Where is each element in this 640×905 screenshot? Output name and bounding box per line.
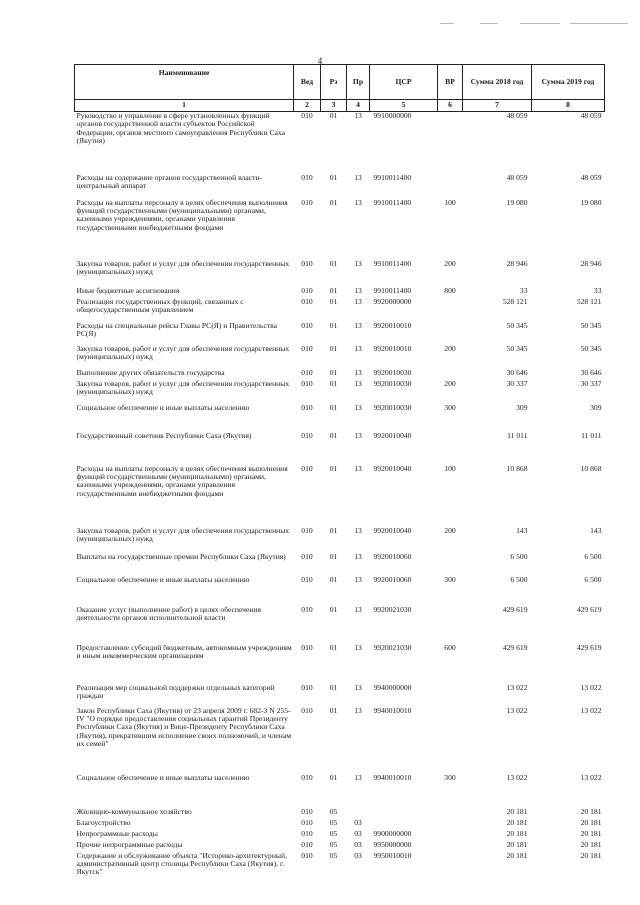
row-vr-cell bbox=[438, 684, 463, 707]
row-csr-cell: 9940010010 bbox=[373, 705, 412, 715]
row-pr-cell: 13 bbox=[354, 642, 362, 652]
table-row bbox=[75, 380, 605, 404]
row-ved-cell: 010 bbox=[301, 367, 313, 377]
row-sum-2019-cell: 48 059 bbox=[580, 172, 602, 182]
header-rz: Рз bbox=[321, 65, 347, 100]
row-name-cell: Жилищно-коммунальное хозяйство bbox=[76, 806, 192, 816]
row-sum-2018-cell: 30 337 bbox=[506, 378, 528, 388]
row-pr-cell: 13 bbox=[354, 604, 362, 614]
column-number: 2 bbox=[294, 100, 321, 112]
row-pr-cell: 13 bbox=[354, 682, 362, 692]
row-sum-2019-cell: 528 121 bbox=[576, 296, 602, 306]
row-rz-cell: 01 bbox=[329, 378, 338, 388]
row-pr-cell: 13 bbox=[354, 172, 362, 182]
row-csr-cell: 9910000000 bbox=[373, 111, 412, 120]
table-row bbox=[75, 527, 605, 553]
row-sum-2019-cell: 20 181 bbox=[580, 828, 602, 838]
row-name-cell: Иные бюджетные ассигнования bbox=[76, 285, 180, 295]
column-number: 3 bbox=[321, 100, 347, 112]
row-csr-cell: 9920010030 bbox=[373, 402, 412, 412]
row-rz-cell: 01 bbox=[329, 430, 338, 440]
row-pr-cell: 13 bbox=[354, 343, 362, 353]
row-ved-cell: 010 bbox=[301, 525, 313, 535]
row-sum-2018-cell: 48 059 bbox=[506, 172, 528, 182]
row-vr-cell bbox=[438, 298, 463, 322]
row-ved-cell: 010 bbox=[301, 111, 313, 120]
row-rz-cell: 01 bbox=[329, 525, 338, 535]
row-sum-2018-cell: 6 500 bbox=[510, 551, 528, 561]
row-rz-cell: 01 bbox=[329, 682, 338, 692]
row-ved-cell: 010 bbox=[301, 772, 313, 782]
row-csr-cell: 9920010060 bbox=[373, 551, 412, 561]
row-name-cell: Расходы на специальные рейсы Главы РС(Я) и Правительства РС(Я) bbox=[76, 320, 278, 338]
row-rz-cell: 01 bbox=[329, 172, 338, 182]
row-name-cell: Государственный советник Республики Саха (Якутия) bbox=[76, 430, 252, 440]
row-sum-2019-cell: 143 bbox=[590, 525, 602, 535]
table-row bbox=[75, 369, 605, 380]
row-rz-cell: 01 bbox=[329, 463, 338, 473]
row-sum-2018-cell: 13 022 bbox=[506, 682, 528, 692]
row-pr-cell: 13 bbox=[354, 525, 362, 535]
row-pr-cell: 03 bbox=[354, 850, 362, 860]
row-ved-cell: 010 bbox=[301, 828, 313, 838]
column-number: 8 bbox=[532, 100, 605, 112]
row-csr-cell: 9900000000 bbox=[373, 828, 412, 838]
row-sum-2019-cell: 20 181 bbox=[580, 806, 602, 816]
row-pr-cell: 13 bbox=[354, 551, 362, 561]
row-sum-2018-cell: 19 080 bbox=[506, 197, 528, 207]
row-pr-cell: 13 bbox=[354, 285, 362, 295]
row-sum-2019-cell: 20 181 bbox=[580, 850, 602, 860]
row-name-cell: Закупка товаров, работ и услуг для обеспечения государственных (муниципальных) нужд bbox=[76, 258, 290, 276]
header-pr: Пр bbox=[347, 65, 370, 100]
row-ved-cell: 010 bbox=[301, 850, 313, 860]
row-ved-cell: 010 bbox=[301, 343, 313, 353]
header-ved: Вед bbox=[294, 65, 321, 100]
table-row bbox=[75, 553, 605, 576]
row-sum-2018-cell: 50 345 bbox=[506, 320, 528, 330]
budget-table bbox=[74, 64, 605, 886]
row-name-cell: Предоставление субсидий бюджетным, автономным учреждениям и иным некоммерческим организациям bbox=[76, 642, 292, 660]
row-pr-cell: 03 bbox=[354, 839, 362, 849]
table-row bbox=[75, 260, 605, 287]
table-row bbox=[75, 199, 605, 260]
table-row bbox=[75, 287, 605, 298]
header-csr: ЦСР bbox=[370, 65, 438, 100]
row-rz-cell: 01 bbox=[329, 604, 338, 614]
row-pr-cell: 13 bbox=[354, 430, 362, 440]
row-sum-2019-cell: 20 181 bbox=[580, 817, 602, 827]
row-sum-2019-cell: 13 022 bbox=[580, 705, 602, 715]
row-sum-2019-cell: 33 bbox=[593, 285, 602, 295]
row-csr-cell: 9920000000 bbox=[373, 296, 412, 306]
row-name-cell: Непрограммные расходы bbox=[76, 828, 158, 838]
row-ved-cell: 010 bbox=[301, 320, 313, 330]
row-csr-cell bbox=[370, 808, 438, 819]
row-sum-2018-cell: 528 121 bbox=[502, 296, 528, 306]
row-rz-cell: 01 bbox=[329, 197, 338, 207]
row-name-cell: Реализация мер социальной поддержки отдельных категорий граждан bbox=[76, 682, 275, 700]
row-vr-cell bbox=[438, 553, 463, 576]
table-row bbox=[75, 841, 605, 852]
row-rz-cell: 01 bbox=[329, 296, 338, 306]
row-pr-cell: 03 bbox=[354, 817, 362, 827]
row-name-cell: Социальное обеспечение и иные выплаты населению bbox=[76, 402, 250, 412]
row-csr-cell: 9920010040 bbox=[373, 463, 412, 473]
row-csr-cell: 9950000000 bbox=[373, 839, 412, 849]
column-number: 5 bbox=[370, 100, 438, 112]
table-row bbox=[75, 174, 605, 199]
row-vr-cell: 300 bbox=[444, 772, 456, 782]
table-row bbox=[75, 465, 605, 527]
row-sum-2019-cell: 13 022 bbox=[580, 682, 602, 692]
table-row bbox=[75, 707, 605, 774]
row-ved-cell: 010 bbox=[301, 172, 313, 182]
row-rz-cell: 01 bbox=[329, 705, 338, 715]
table-row bbox=[75, 322, 605, 345]
row-rz-cell: 01 bbox=[329, 551, 338, 561]
page-number: 4 bbox=[317, 56, 323, 66]
table-row bbox=[75, 852, 605, 886]
row-rz-cell: 05 bbox=[329, 850, 338, 860]
row-vr-cell bbox=[438, 841, 463, 852]
row-vr-cell bbox=[438, 432, 463, 465]
row-sum-2019-cell: 13 022 bbox=[580, 772, 602, 782]
row-ved-cell: 010 bbox=[301, 258, 313, 268]
row-csr-cell: 9910011400 bbox=[373, 172, 412, 182]
row-name-cell: Закупка товаров, работ и услуг для обеспечения государственных (муниципальных) нужд bbox=[76, 343, 290, 361]
row-csr-cell: 9950010010 bbox=[373, 850, 412, 860]
row-pr-cell: 13 bbox=[354, 402, 362, 412]
row-name-cell: Руководство и управление в сфере установленных функций органов государственной власти субъектов Российской Федерации, органов местного самоуправления Республики Саха (Якутия) bbox=[76, 111, 285, 146]
row-sum-2018-cell: 28 946 bbox=[506, 258, 528, 268]
table-row bbox=[75, 606, 605, 644]
row-vr-cell bbox=[438, 174, 463, 199]
row-name-cell: Расходы на выплаты персоналу в целях обеспечения выполнения функций государственными (муниципальными) органами, казенными учреждениями, органами управления государственными внебюджетными фондами bbox=[76, 197, 288, 232]
row-sum-2018-cell: 20 181 bbox=[506, 828, 528, 838]
column-number: 1 bbox=[75, 100, 294, 112]
row-sum-2019-cell: 48 059 bbox=[580, 111, 602, 120]
row-vr-cell bbox=[438, 606, 463, 644]
row-vr-cell: 300 bbox=[444, 574, 456, 584]
column-number: 4 bbox=[347, 100, 370, 112]
row-sum-2018-cell: 20 181 bbox=[506, 850, 528, 860]
table-body bbox=[75, 112, 605, 886]
row-sum-2019-cell: 6 500 bbox=[584, 551, 602, 561]
table-row bbox=[75, 830, 605, 841]
row-vr-cell: 300 bbox=[444, 402, 456, 412]
row-pr-cell: 13 bbox=[354, 378, 362, 388]
row-rz-cell: 01 bbox=[329, 320, 338, 330]
row-sum-2018-cell: 6 500 bbox=[510, 574, 528, 584]
row-csr-cell: 9920010010 bbox=[373, 343, 412, 353]
row-pr-cell: 03 bbox=[354, 828, 362, 838]
row-vr-cell bbox=[438, 112, 463, 174]
row-ved-cell: 010 bbox=[301, 839, 313, 849]
scan-artifact-marks bbox=[420, 18, 630, 28]
table-row bbox=[75, 298, 605, 322]
row-sum-2018-cell: 20 181 bbox=[506, 806, 528, 816]
table-row bbox=[75, 644, 605, 684]
row-csr-cell: 9920010040 bbox=[373, 430, 412, 440]
row-ved-cell: 010 bbox=[301, 430, 313, 440]
row-pr-cell: 13 bbox=[354, 772, 362, 782]
row-pr-cell: 13 bbox=[354, 574, 362, 584]
row-name-cell: Социальное обеспечение и иные выплаты населению bbox=[76, 574, 250, 584]
row-csr-cell: 9920010030 bbox=[373, 367, 412, 377]
row-name-cell: Благоустройство bbox=[76, 817, 131, 827]
row-vr-cell bbox=[438, 369, 463, 380]
row-vr-cell bbox=[438, 808, 463, 819]
row-name-cell: Выполнение других обязательств государства bbox=[76, 367, 225, 377]
row-sum-2018-cell: 429 619 bbox=[502, 604, 528, 614]
row-csr-cell: 9940000000 bbox=[373, 682, 412, 692]
row-name-cell: Оказание услуг (выполнение работ) в целях обеспечения деятельности органов исполнительной власти bbox=[76, 604, 261, 622]
row-vr-cell: 200 bbox=[444, 378, 456, 388]
row-vr-cell: 800 bbox=[444, 285, 456, 295]
row-name-cell: Закупка товаров, работ и услуг для обеспечения государственных (муниципальных) нужд bbox=[76, 525, 290, 543]
row-rz-cell: 05 bbox=[329, 817, 338, 827]
row-ved-cell: 010 bbox=[301, 604, 313, 614]
row-sum-2018-cell: 309 bbox=[516, 402, 528, 412]
table-row bbox=[75, 112, 605, 174]
row-sum-2018-cell: 50 345 bbox=[506, 343, 528, 353]
row-ved-cell: 010 bbox=[301, 806, 313, 816]
row-rz-cell: 01 bbox=[329, 642, 338, 652]
column-number-row bbox=[75, 100, 605, 112]
row-rz-cell: 01 bbox=[329, 258, 338, 268]
row-csr-cell: 9920010060 bbox=[373, 574, 412, 584]
row-csr-cell: 9920021030 bbox=[373, 604, 412, 614]
row-vr-cell: 200 bbox=[444, 525, 456, 535]
row-name-cell: Закупка товаров, работ и услуг для обеспечения государственных (муниципальных) нужд bbox=[76, 378, 290, 396]
row-sum-2019-cell: 50 345 bbox=[580, 343, 602, 353]
row-rz-cell: 01 bbox=[329, 402, 338, 412]
row-csr-cell: 9920010030 bbox=[373, 378, 412, 388]
row-csr-cell: 9920021030 bbox=[373, 642, 412, 652]
row-rz-cell: 01 bbox=[329, 285, 338, 295]
row-name-cell: Содержание и обслуживание объекта "Историко-архитектурный, административный центр столицы Республики Саха (Якутия), г. Якутск" bbox=[76, 850, 287, 877]
header-sum-2019: Сумма 2019 год bbox=[532, 65, 605, 100]
row-ved-cell: 010 bbox=[301, 402, 313, 412]
table-row bbox=[75, 819, 605, 830]
row-rz-cell: 05 bbox=[329, 839, 338, 849]
row-name-cell: Прочие непрограммные расходы bbox=[76, 839, 183, 849]
row-ved-cell: 010 bbox=[301, 197, 313, 207]
row-pr-cell: 13 bbox=[354, 367, 362, 377]
row-pr-cell: 13 bbox=[354, 258, 362, 268]
row-ved-cell: 010 bbox=[301, 296, 313, 306]
row-sum-2019-cell: 429 619 bbox=[576, 642, 602, 652]
row-sum-2018-cell: 143 bbox=[516, 525, 528, 535]
row-ved-cell: 010 bbox=[301, 817, 313, 827]
row-csr-cell: 9910011400 bbox=[373, 258, 412, 268]
row-pr-cell: 13 bbox=[354, 463, 362, 473]
row-sum-2019-cell: 19 080 bbox=[580, 197, 602, 207]
table-row bbox=[75, 576, 605, 606]
row-rz-cell: 01 bbox=[329, 574, 338, 584]
table-row bbox=[75, 404, 605, 432]
row-sum-2018-cell: 30 646 bbox=[506, 367, 528, 377]
row-sum-2019-cell: 309 bbox=[590, 402, 602, 412]
row-sum-2019-cell: 20 181 bbox=[580, 839, 602, 849]
row-csr-cell: 9910011400 bbox=[373, 285, 412, 295]
row-ved-cell: 010 bbox=[301, 682, 313, 692]
table-row bbox=[75, 432, 605, 465]
row-vr-cell bbox=[438, 322, 463, 345]
row-csr-cell bbox=[370, 819, 438, 830]
row-sum-2018-cell: 20 181 bbox=[506, 817, 528, 827]
row-sum-2019-cell: 28 946 bbox=[580, 258, 602, 268]
row-rz-cell: 01 bbox=[329, 111, 338, 120]
row-name-cell: Выплаты на государственные премии Республики Саха (Якутия) bbox=[76, 551, 286, 561]
row-sum-2018-cell: 20 181 bbox=[506, 839, 528, 849]
row-sum-2018-cell: 11 011 bbox=[507, 430, 528, 440]
row-vr-cell: 200 bbox=[444, 343, 456, 353]
row-csr-cell: 9920010040 bbox=[373, 525, 412, 535]
row-sum-2019-cell: 429 619 bbox=[576, 604, 602, 614]
row-ved-cell: 010 bbox=[301, 463, 313, 473]
row-rz-cell: 01 bbox=[329, 772, 338, 782]
row-sum-2018-cell: 10 868 bbox=[506, 463, 528, 473]
row-name-cell: Закон Республики Саха (Якутия) от 23 апреля 2009 г. 682-З N 255-IV "О порядке предоставления социальных гарантий Президенту Республики Саха (Якутия) и Вице-Президенту Республики Саха (Якутия), прекратившим исполнение своих полномочий, и членам их семей" bbox=[76, 705, 292, 749]
row-pr-cell: 13 bbox=[354, 705, 362, 715]
row-csr-cell: 9940010010 bbox=[373, 772, 412, 782]
row-sum-2018-cell: 13 022 bbox=[506, 705, 528, 715]
header-vr: ВР bbox=[438, 65, 463, 100]
row-pr-cell: 13 bbox=[354, 111, 362, 120]
row-vr-cell bbox=[438, 819, 463, 830]
row-sum-2019-cell: 11 011 bbox=[581, 430, 602, 440]
row-vr-cell: 600 bbox=[444, 642, 456, 652]
row-ved-cell: 010 bbox=[301, 705, 313, 715]
row-pr-cell bbox=[347, 808, 370, 819]
table-row bbox=[75, 684, 605, 707]
row-ved-cell: 010 bbox=[301, 642, 313, 652]
row-ved-cell: 010 bbox=[301, 285, 313, 295]
table-row bbox=[75, 345, 605, 369]
row-vr-cell: 100 bbox=[444, 197, 456, 207]
header-sum-2018: Сумма 2018 год bbox=[463, 65, 532, 100]
row-name-cell: Расходы на выплаты персоналу в целях обеспечения выполнения функций государственными (муниципальными) органами, казенными учреждениями, органами управления государственными внебюджетными фондами bbox=[76, 463, 288, 498]
header-name: Наименование bbox=[75, 65, 294, 100]
row-name-cell: Реализация государственных функций, связанных с общегосударственным управлением bbox=[76, 296, 244, 314]
row-sum-2019-cell: 30 337 bbox=[580, 378, 602, 388]
row-pr-cell: 13 bbox=[354, 197, 362, 207]
table-row bbox=[75, 774, 605, 808]
row-rz-cell: 05 bbox=[329, 806, 338, 816]
row-vr-cell: 100 bbox=[444, 463, 456, 473]
row-sum-2019-cell: 6 500 bbox=[584, 574, 602, 584]
row-sum-2019-cell: 10 868 bbox=[580, 463, 602, 473]
row-rz-cell: 01 bbox=[329, 343, 338, 353]
row-sum-2018-cell: 48 059 bbox=[506, 111, 528, 120]
row-rz-cell: 01 bbox=[329, 367, 338, 377]
row-pr-cell: 13 bbox=[354, 320, 362, 330]
row-sum-2019-cell: 30 646 bbox=[580, 367, 602, 377]
row-sum-2018-cell: 13 022 bbox=[506, 772, 528, 782]
row-name-cell: Социальное обеспечение и иные выплаты населению bbox=[76, 772, 250, 782]
row-sum-2018-cell: 429 619 bbox=[502, 642, 528, 652]
table-row bbox=[75, 808, 605, 819]
table-header-row bbox=[75, 65, 605, 100]
row-ved-cell: 010 bbox=[301, 574, 313, 584]
row-vr-cell bbox=[438, 852, 463, 886]
row-vr-cell bbox=[438, 830, 463, 841]
row-sum-2019-cell: 50 345 bbox=[580, 320, 602, 330]
row-ved-cell: 010 bbox=[301, 551, 313, 561]
row-rz-cell: 05 bbox=[329, 828, 338, 838]
row-pr-cell: 13 bbox=[354, 296, 362, 306]
row-sum-2018-cell: 33 bbox=[519, 285, 528, 295]
column-number: 6 bbox=[438, 100, 463, 112]
column-number: 7 bbox=[463, 100, 532, 112]
row-name-cell: Расходы на содержание органов государственной власти- центральный аппарат bbox=[76, 172, 263, 190]
row-vr-cell: 200 bbox=[444, 258, 456, 268]
row-vr-cell bbox=[438, 707, 463, 774]
row-csr-cell: 9910011400 bbox=[373, 197, 412, 207]
row-csr-cell: 9920010010 bbox=[373, 320, 412, 330]
row-ved-cell: 010 bbox=[301, 378, 313, 388]
